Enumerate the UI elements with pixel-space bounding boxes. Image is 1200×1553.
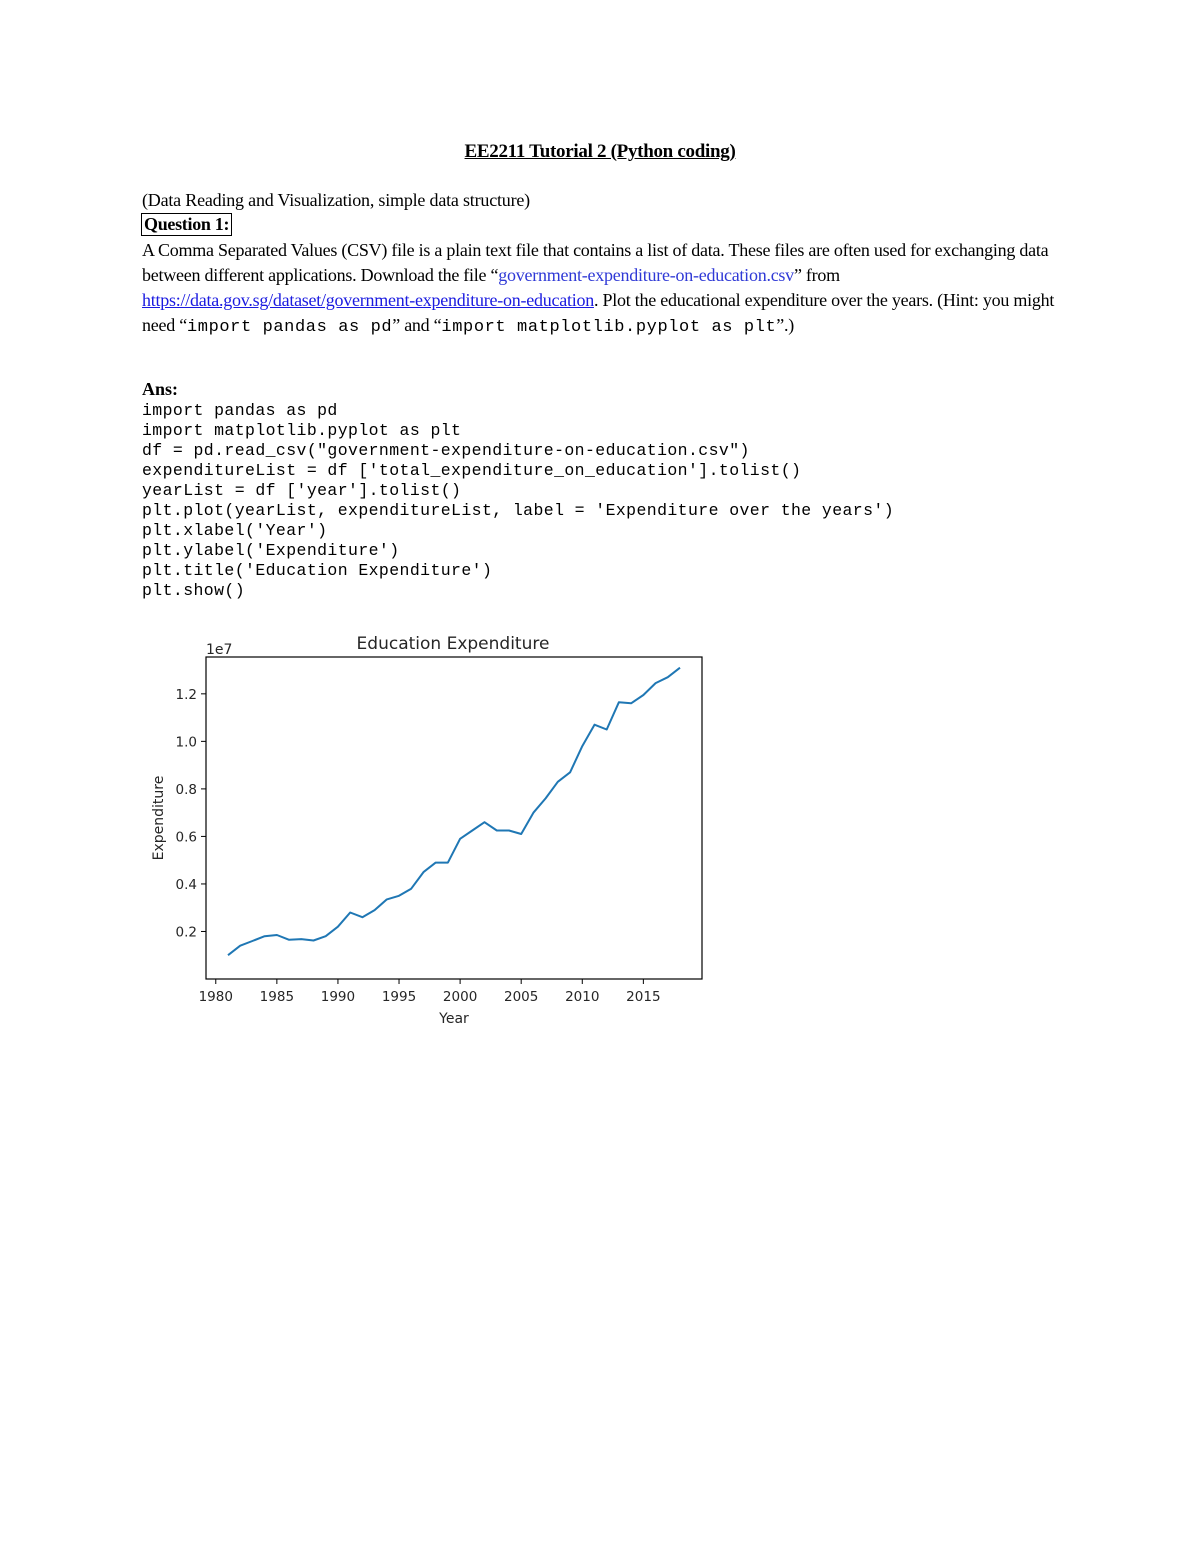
- dataset-link[interactable]: https://data.gov.sg/dataset/government-expenditure-on-education: [142, 290, 594, 310]
- y-tick-label: 0.2: [175, 924, 197, 941]
- code-line: df = pd.read_csv("government-expenditure-on-education.csv"): [142, 441, 750, 460]
- csv-filename: government-expenditure-on-education.csv: [498, 265, 794, 285]
- x-tick-label: 1990: [320, 989, 356, 1005]
- plot-frame: [206, 657, 702, 979]
- code-line: plt.plot(yearList, expenditureList, label = 'Expenditure over the years'): [142, 501, 895, 520]
- question-text: [142, 238, 1062, 340]
- y-tick-label: 0.6: [175, 829, 197, 846]
- x-tick-label: 2000: [442, 989, 478, 1005]
- y-tick-label: 0.4: [175, 876, 197, 893]
- code-line: plt.show(): [142, 581, 246, 600]
- x-tick-label: 2015: [626, 989, 661, 1005]
- code-line: plt.ylabel('Expenditure'): [142, 541, 400, 560]
- y-offset-label: 1e7: [206, 642, 233, 658]
- series-line: [228, 668, 680, 956]
- question-text-4: ” and “: [392, 315, 442, 335]
- question-text-2: ” from: [793, 265, 840, 285]
- code-line: expenditureList = df ['total_expenditure_on_education'].tolist(): [142, 461, 802, 480]
- x-tick-label: 1985: [259, 989, 295, 1005]
- question-text-5: ”.): [776, 315, 795, 335]
- y-tick-label: 1.0: [175, 734, 197, 751]
- code-line: plt.xlabel('Year'): [142, 521, 328, 540]
- code-block: [142, 401, 894, 601]
- page-title: EE2211 Tutorial 2 (Python coding): [464, 141, 736, 162]
- code-line: import matplotlib.pyplot as plt: [142, 421, 462, 440]
- x-axis-label: Year: [439, 1011, 469, 1027]
- answer-label: Ans:: [142, 379, 179, 399]
- code-line: import pandas as pd: [142, 401, 338, 420]
- x-tick-label: 2005: [504, 989, 539, 1005]
- y-tick-label: 1.2: [175, 686, 197, 703]
- x-tick-label: 1980: [198, 989, 233, 1005]
- y-axis-label: Expenditure: [151, 775, 167, 861]
- x-tick-label: 2010: [565, 989, 600, 1005]
- chart-title: Education Expenditure: [356, 634, 550, 654]
- hint-code-pandas: import pandas as pd: [186, 318, 393, 337]
- code-line: yearList = df ['year'].tolist(): [142, 481, 462, 500]
- education-expenditure-chart: [140, 625, 720, 1035]
- hint-code-matplotlib: import matplotlib.pyplot as plt: [441, 318, 777, 337]
- page-subtitle: (Data Reading and Visualization, simple data structure): [142, 190, 530, 210]
- code-line: plt.title('Education Expenditure'): [142, 561, 493, 580]
- question-text-1: A Comma Separated Values (CSV) file is a plain text file that contains a list of data. These files are often used for exchanging data between different applications. Download the file “: [142, 240, 1049, 285]
- y-tick-label: 0.8: [175, 781, 197, 798]
- question-text-3: . Plot the educational expenditure over the years. (Hint: you might need “: [142, 290, 1055, 335]
- x-tick-label: 1995: [381, 989, 417, 1005]
- question-label: Question 1:: [141, 213, 232, 236]
